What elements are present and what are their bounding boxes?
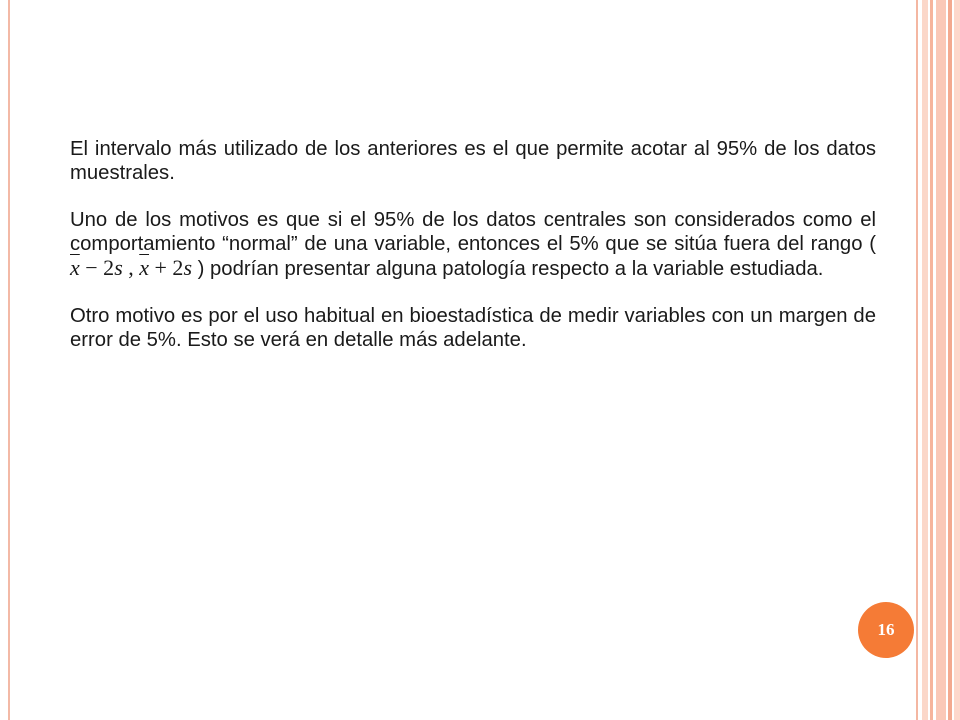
stripe — [916, 0, 918, 720]
std-dev-symbol: s — [114, 255, 123, 280]
stripe — [948, 0, 952, 720]
paragraph-2-text-after: ) podrían presentar alguna patología respecto a la variable estudiada. — [197, 258, 824, 280]
page-number-badge — [858, 602, 914, 658]
formula-plus-two: + 2 — [149, 255, 184, 280]
formula-separator: , — [122, 255, 140, 280]
right-decorative-stripes — [916, 0, 960, 720]
paragraph-2 — [70, 208, 876, 281]
page-number: 16 — [877, 620, 895, 639]
stripe — [922, 0, 928, 720]
left-border-line — [8, 0, 10, 720]
slide-body — [70, 137, 876, 375]
paragraph-1: El intervalo más utilizado de los anteriores es el que permite acotar al 95% de los datos muestrales. — [70, 138, 876, 184]
stripe — [954, 0, 960, 720]
range-formula — [70, 255, 192, 280]
stripe — [930, 0, 933, 720]
std-dev-symbol: s — [183, 255, 192, 280]
formula-minus-two: − 2 — [79, 255, 115, 280]
stripe — [936, 0, 946, 720]
mean-symbol: $\overline{x}$ — [139, 255, 150, 280]
mean-symbol: $\overline{x}$ — [70, 255, 80, 280]
paragraph-2-text-before: Uno de los motivos es que si el 95% de los datos centrales son considerados como el comportamiento “normal” de una variable, entonces el 5% que se sitúa fuera del rango ( — [70, 209, 876, 255]
paragraph-3: Otro motivo es por el uso habitual en bioestadística de medir variables con un margen de error de 5%. Esto se verá en detalle más adelante. — [70, 305, 876, 351]
